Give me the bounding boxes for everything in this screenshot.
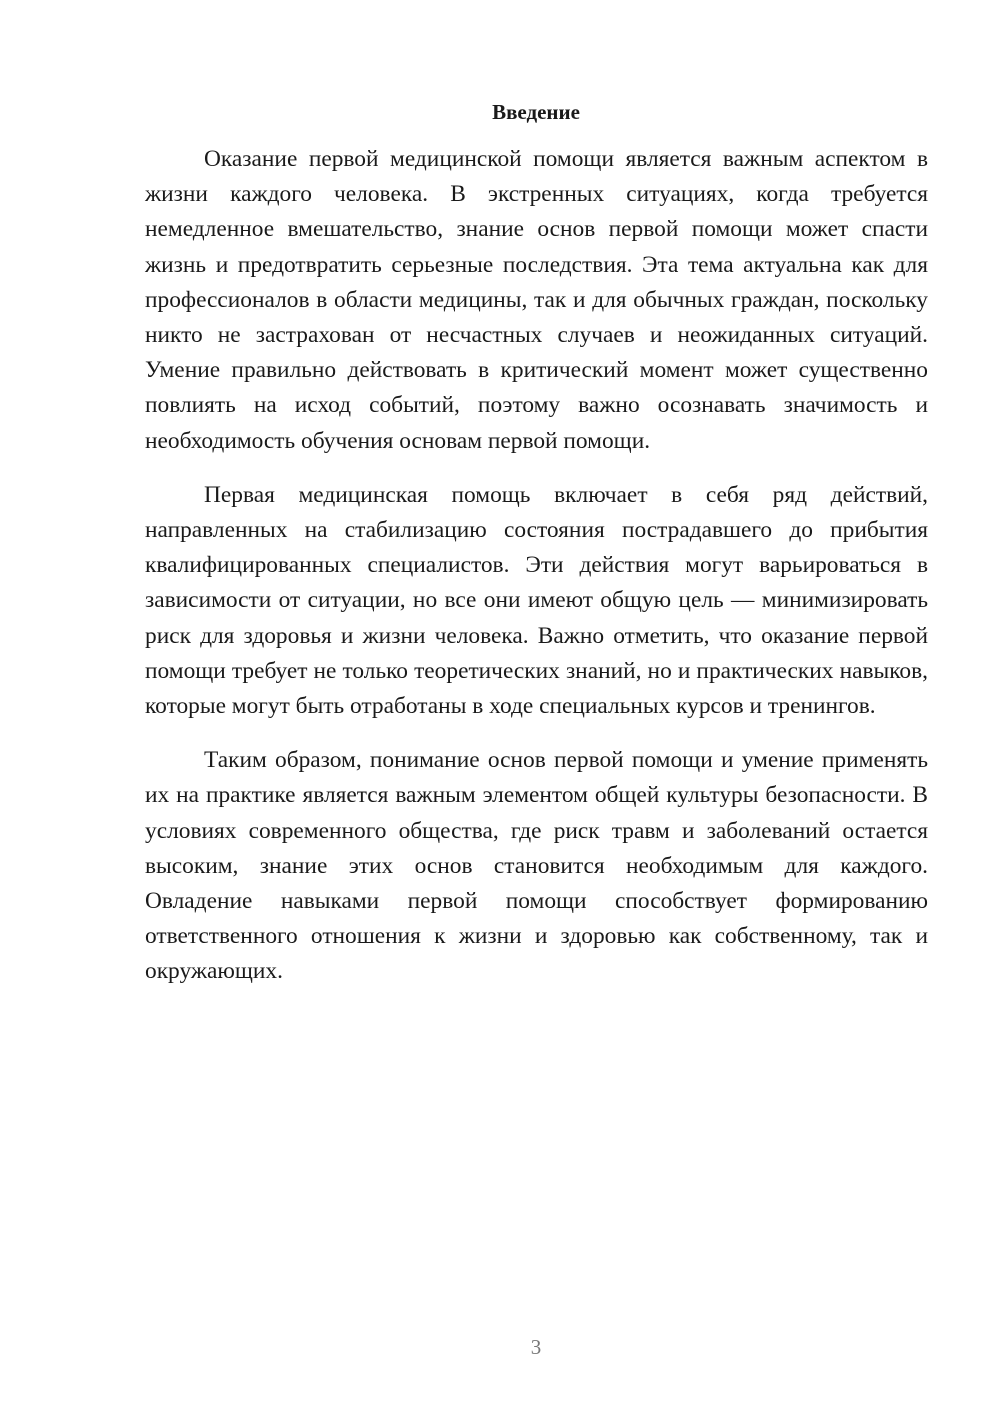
paragraph: Первая медицинская помощь включает в себя ряд действий, направленных на стабилизацию состояния пострадавшего до прибытия квалифицированных специалистов. Эти действия могут варьироваться в зависимости от ситуации, но все они имеют общую цель — минимизировать риск для здоровья и жизни человека. Важно отметить, что оказание первой помощи требует не только теоретических знаний, но и практических навыков, которые могут быть отработаны в ходе специальных курсов и тренингов. xyxy=(145,481,928,720)
body-text xyxy=(145,142,928,1009)
page-number: 3 xyxy=(530,1335,542,1359)
paragraph: Таким образом, понимание основ первой помощи и умение применять их на практике является важным элементом общей культуры безопасности. В условиях современного общества, где риск травм и заболеваний остается высоким, знание этих основ становится необходимым для каждого. Овладение навыками первой помощи способствует формированию ответственного отношения к жизни и здоровью как собственному, так и окружающих. xyxy=(145,747,928,985)
paragraph: Оказание первой медицинской помощи является важным аспектом в жизни каждого человека. В экстренных ситуациях, когда требуется немедленное вмешательство, знание основ первой помощи может спасти жизнь и предотвратить серьезные последствия. Эта тема актуальна как для профессионалов в области медицины, так и для обычных граждан, поскольку никто не застрахован от несчастных случаев и неожиданных ситуаций. Умение правильно действовать в критический момент может существенно повлиять на исход событий, поэтому важно осознавать значимость и необходимость обучения основам первой помощи. xyxy=(145,146,928,454)
section-heading: Введение xyxy=(492,100,580,124)
